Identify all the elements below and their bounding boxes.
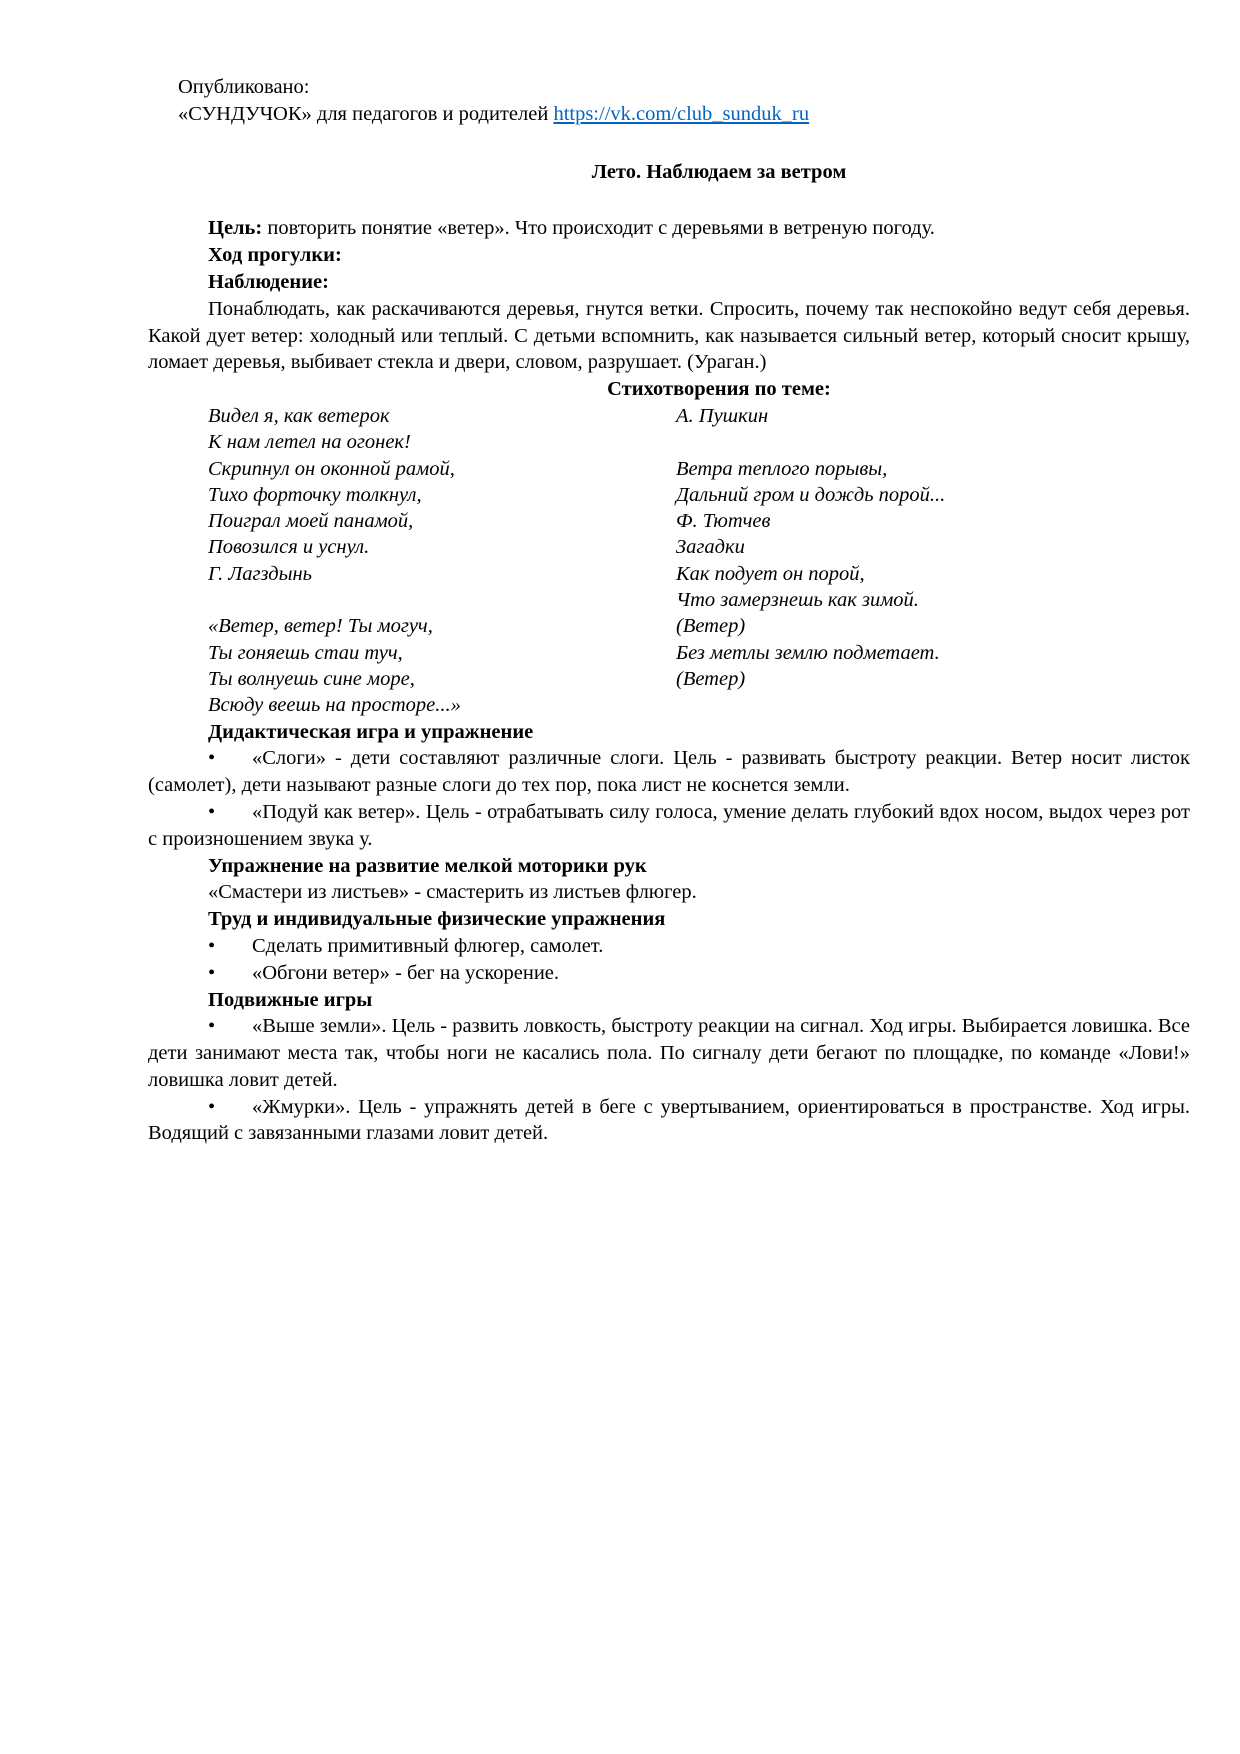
poem-line: Без метлы землю подметает. bbox=[676, 641, 940, 664]
poem-line: А. Пушкин bbox=[676, 404, 769, 427]
poem-line: Загадки bbox=[676, 536, 745, 559]
poems-block bbox=[148, 403, 1190, 719]
walk-heading: Ход прогулки: bbox=[208, 244, 342, 267]
goal-text: повторить понятие «ветер». Что происходит с деревьями в ветреную погоду. bbox=[262, 217, 935, 240]
didactic-heading: Дидактическая игра и упражнение bbox=[208, 720, 534, 743]
motor-text: «Смастери из листьев» - смастерить из листьев флюгер. bbox=[208, 881, 697, 904]
source-line bbox=[148, 101, 1190, 128]
bullet-icon: • bbox=[208, 1095, 216, 1118]
poems-left-column bbox=[148, 403, 676, 719]
list-item: • «Обгони ветер» - бег на ускорение. bbox=[148, 960, 1190, 987]
poem-line: К нам летел на огонек! bbox=[208, 431, 411, 454]
list-item: • «Подуй как ветер». Цель - отрабатывать силу голоса, умение делать глубокий вдох носом, выдох через рот с произношением звука у. bbox=[148, 800, 1190, 850]
poem-line: Скрипнул он оконной рамой, bbox=[208, 457, 455, 480]
poem-line: Ты волнуешь сине море, bbox=[208, 667, 415, 690]
bullet-icon: • bbox=[208, 800, 216, 823]
bullet-icon: • bbox=[208, 961, 216, 984]
poem-line bbox=[208, 587, 676, 613]
list-item: • «Жмурки». Цель - упражнять детей в беге с увертыванием, ориентироваться в пространстве. Ход игры. Водящий с завязанными глазами ловит детей. bbox=[148, 1095, 1190, 1145]
poems-heading: Стихотворения по теме: bbox=[607, 378, 831, 401]
poem-line: (Ветер) bbox=[676, 615, 746, 638]
poem-line: Повозился и уснул. bbox=[208, 536, 370, 559]
document-page bbox=[148, 74, 1190, 1147]
poem-line: «Ветер, ветер! Ты могуч, bbox=[208, 615, 433, 638]
observation-text: Понаблюдать, как раскачиваются деревья, гнутся ветки. Спросить, почему так неспокойно ведут себя деревья. Какой дует ветер: холодный или теплый. С детьми вспомнить, как называется сильный ветер, который сносит крышу, ломает деревья, выбивает стекла и двери, словом, разрушает. (Ураган.) bbox=[148, 297, 1190, 374]
poem-line: (Ветер) bbox=[676, 667, 746, 690]
bullet-icon: • bbox=[208, 1015, 216, 1038]
motor-heading: Упражнение на развитие мелкой моторики рук bbox=[208, 854, 647, 877]
bullet-icon: • bbox=[208, 747, 216, 770]
poem-line: Видел я, как ветерок bbox=[208, 404, 390, 427]
poem-line: Всюду веешь на просторе...» bbox=[208, 694, 461, 717]
goal-label: Цель: bbox=[208, 217, 263, 240]
goal-line bbox=[148, 215, 1190, 242]
poem-line bbox=[676, 429, 1190, 455]
poem-line: Ты гоняешь стаи туч, bbox=[208, 641, 403, 664]
poem-line: Что замерзнешь как зимой. bbox=[676, 589, 919, 612]
poem-line: Ф. Тютчев bbox=[676, 510, 771, 533]
published-label: Опубликовано: bbox=[178, 76, 310, 98]
poems-right-column bbox=[676, 403, 1190, 719]
document-title: Лето. Наблюдаем за ветром bbox=[591, 160, 847, 183]
bullet-icon: • bbox=[208, 934, 216, 957]
source-link[interactable]: https://vk.com/club_sunduk_ru bbox=[553, 102, 810, 125]
list-item: • «Слоги» - дети составляют различные слоги. Цель - развивать быстроту реакции. Ветер носит листок (самолет), дети называют разные слоги до тех пор, пока лист не коснется земли. bbox=[148, 747, 1190, 797]
poem-line: Г. Лагздынь bbox=[208, 562, 312, 585]
poem-line: Ветра теплого порывы, bbox=[676, 457, 888, 480]
poem-line: Поиграл моей панамой, bbox=[208, 510, 414, 533]
poem-line: Тихо форточку толкнул, bbox=[208, 483, 422, 506]
list-item: • Сделать примитивный флюгер, самолет. bbox=[148, 933, 1190, 960]
source-text: «СУНДУЧОК» для педагогов и родителей bbox=[178, 102, 549, 125]
games-heading: Подвижные игры bbox=[208, 988, 373, 1011]
poem-line: Как подует он порой, bbox=[676, 562, 865, 585]
list-item: • «Выше земли». Цель - развить ловкость, быстроту реакции на сигнал. Ход игры. Выбирается ловишка. Все дети занимают места так, чтобы ноги не касались пола. По сигналу дети бегают по площадке, по команде «Лови!» ловишка ловит детей. bbox=[148, 1015, 1190, 1091]
labor-heading: Труд и индивидуальные физические упражнения bbox=[208, 908, 666, 931]
observation-heading: Наблюдение: bbox=[208, 270, 329, 293]
poem-line: Дальний гром и дождь порой... bbox=[676, 483, 946, 506]
